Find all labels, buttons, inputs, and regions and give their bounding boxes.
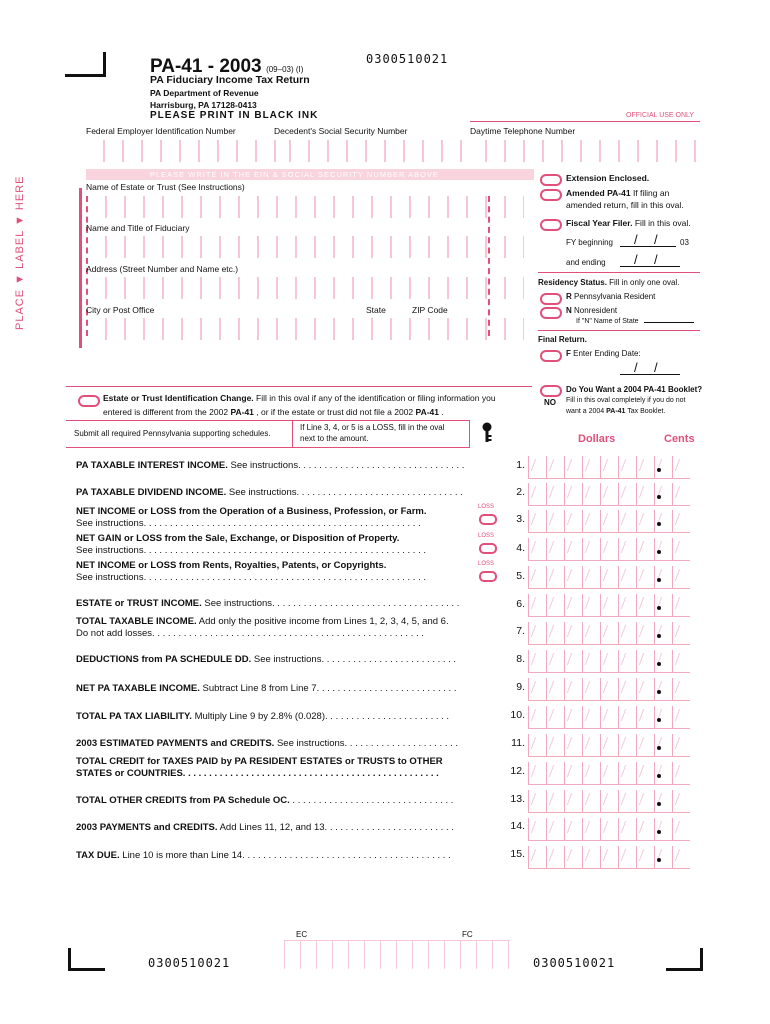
- id-change-line2-pre: entered is different from the 2002: [103, 407, 229, 417]
- resident-oval[interactable]: [540, 293, 562, 305]
- booklet-desc-1: Fill in this oval completely if you do not: [566, 397, 686, 404]
- line-9-number: 9.: [516, 681, 525, 693]
- line-11-amount-input[interactable]: [528, 734, 690, 757]
- ein-note-text: PLEASE WRITE IN THE EIN & SOCIAL SECURITY NUMBER ABOVE: [150, 170, 439, 179]
- fy-beginning-input[interactable]: / /: [620, 236, 676, 247]
- loss-note-2: next to the amount.: [300, 434, 369, 443]
- line-2-decimal-point: [657, 495, 661, 499]
- resident-letter: R: [566, 292, 572, 301]
- resident-text: Pennsylvania Resident: [574, 292, 656, 301]
- line-3-amount-input[interactable]: [528, 510, 690, 533]
- line-4-text-2: See instructions. . . . . . . . . . . . . . . . . . . . . . . . . . . . . . . . . . . . . . . . . . . . . . . . . . . . . .: [76, 545, 427, 556]
- line-6-number: 6.: [516, 598, 525, 610]
- place-label-side-text: PLACE ▼ LABEL ▼ HERE: [14, 175, 26, 330]
- line-3-text-2: See instructions. . . . . . . . . . . . . . . . . . . . . . . . . . . . . . . . . . . . . . . . . . . . . . . . . . . . .: [76, 518, 421, 529]
- line-7-rest: Add only the positive income from Lines 1, 2, 3, 4, 5, and 6.: [196, 616, 449, 627]
- line-7-number: 7.: [516, 625, 525, 637]
- line-13-text: [76, 795, 453, 807]
- line-1-text: [76, 460, 464, 472]
- line-14-number: 14.: [510, 820, 525, 832]
- fiscal-year-bold: Fiscal Year Filer.: [566, 218, 633, 228]
- state-label: State: [366, 305, 386, 315]
- line-6-decimal-point: [657, 606, 661, 610]
- line-15-text: [76, 850, 451, 862]
- ec-label: EC: [296, 930, 308, 939]
- fy-year: 03: [680, 238, 689, 247]
- line-12-text: [76, 756, 443, 780]
- line-8-rest: See instructions. . . . . . . . . . . . . . . . . . . . . . . . . .: [251, 654, 457, 665]
- id-change-oval[interactable]: [78, 395, 100, 407]
- id-change-text-2: [103, 407, 444, 417]
- zip-label: ZIP Code: [412, 305, 448, 315]
- line-2-rest: See instructions. . . . . . . . . . . . . . . . . . . . . . . . . . . . . . . .: [226, 487, 463, 498]
- final-return-label: Final Return.: [538, 335, 587, 344]
- line-8-number: 8.: [516, 653, 525, 665]
- ssn-input[interactable]: [272, 140, 462, 162]
- address-label: Address (Street Number and Name etc.): [86, 264, 239, 274]
- line-12-bold: TOTAL CREDIT for TAXES PAID by PA RESIDENT ESTATES or TRUSTS to OTHER: [76, 756, 443, 767]
- fy-ending-input[interactable]: / /: [620, 256, 680, 267]
- resident-label: [566, 292, 655, 301]
- line-5-decimal-point: [657, 578, 661, 582]
- department-name: PA Department of Revenue: [150, 88, 259, 98]
- line-11-bold: 2003 ESTIMATED PAYMENTS and CREDITS.: [76, 738, 275, 749]
- form-title-text: PA-41 - 2003: [150, 56, 262, 77]
- line-12-text-2: STATES or COUNTRIES. . . . . . . . . . . . . . . . . . . . . . . . . . . . . . . . . . . . . . . . . . . . . . . . .: [76, 768, 439, 779]
- line-10-decimal-point: [657, 718, 661, 722]
- line-12-number: 12.: [510, 765, 525, 777]
- line-6-rest: See instructions. . . . . . . . . . . . . . . . . . . . . . . . . . . . . . . . . . . .: [201, 598, 460, 609]
- extension-label: Extension Enclosed.: [566, 173, 650, 183]
- nonresident-label: [566, 306, 617, 315]
- line-1-decimal-point: [657, 468, 661, 472]
- line-5-amount-input[interactable]: [528, 566, 690, 589]
- line-8-decimal-point: [657, 662, 661, 666]
- line-3-bold: NET INCOME or LOSS from the Operation of a Business, Profession, or Farm.: [76, 506, 427, 517]
- line-3-loss-label: LOSS: [478, 504, 495, 510]
- line-1-bold: PA TAXABLE INTEREST INCOME.: [76, 460, 228, 471]
- amended-label-line2: amended return, fill in this oval.: [566, 200, 684, 210]
- line-9-bold: NET PA TAXABLE INCOME.: [76, 683, 200, 694]
- line-4-decimal-point: [657, 550, 661, 554]
- line-4-bold: NET GAIN or LOSS from the Sale, Exchange, or Disposition of Property.: [76, 533, 400, 544]
- line-10-rest: Multiply Line 9 by 2.8% (0.028). . . . . . . . . . . . . . . . . . . . . . . .: [191, 711, 450, 722]
- corner-mark-bottom-right: [666, 948, 703, 971]
- id-change-line2-end: .: [441, 407, 444, 417]
- line-6-bold: ESTATE or TRUST INCOME.: [76, 598, 202, 609]
- official-use-line: [470, 121, 700, 122]
- fiscal-year-rest: Fill in this oval.: [634, 218, 691, 228]
- fy-beginning-label: FY beginning: [566, 238, 613, 247]
- line-11-text: [76, 738, 458, 750]
- city-input[interactable]: [88, 318, 524, 340]
- city-label: City or Post Office: [86, 305, 155, 315]
- fein-label: Federal Employer Identification Number: [86, 126, 236, 136]
- line-4-loss-label: LOSS: [478, 533, 495, 539]
- booklet-desc-pre: want a 2004: [566, 408, 605, 415]
- nonresident-state-label: If "N" Name of State: [576, 318, 639, 325]
- line-13-amount-input[interactable]: [528, 790, 690, 813]
- line-3-number: 3.: [516, 513, 525, 525]
- final-return-option: [566, 349, 641, 358]
- line-14-bold: 2003 PAYMENTS and CREDITS.: [76, 822, 218, 833]
- booklet-desc-post: Tax Booklet.: [627, 408, 666, 415]
- nonresident-letter: N: [566, 306, 572, 315]
- booklet-oval[interactable]: [540, 385, 562, 397]
- dollars-header: Dollars: [578, 433, 616, 445]
- line-15-amount-input[interactable]: [528, 846, 690, 869]
- booklet-desc-2: [566, 408, 665, 415]
- line-7-text: [76, 616, 449, 640]
- line-12-decimal-point: [657, 774, 661, 778]
- barcode-number-top: 0300510021: [366, 52, 449, 66]
- line-4-loss-oval[interactable]: [479, 543, 497, 554]
- line-7-amount-input[interactable]: [528, 622, 690, 645]
- department-address: Harrisburg, PA 17128-0413: [150, 100, 257, 110]
- final-return-oval[interactable]: [540, 350, 562, 362]
- line-1-amount-input[interactable]: [528, 456, 690, 479]
- line-5-text: [76, 560, 426, 584]
- line-3-loss-oval[interactable]: [479, 514, 497, 525]
- line-10-text: [76, 711, 449, 723]
- line-2-number: 2.: [516, 486, 525, 498]
- line-10-amount-input[interactable]: [528, 706, 690, 729]
- final-return-date-input[interactable]: / /: [620, 364, 680, 375]
- estate-name-label: Name of Estate or Trust (See Instructions): [86, 182, 245, 192]
- form-subtitle: PA Fiduciary Income Tax Return: [150, 74, 310, 86]
- line-15-number: 15.: [510, 848, 525, 860]
- amended-label: [566, 188, 669, 198]
- line-10-bold: TOTAL PA TAX LIABILITY.: [76, 711, 192, 722]
- id-change-line2-bold2: PA-41: [415, 407, 439, 417]
- final-return-line: [538, 330, 700, 331]
- line-8-bold: DEDUCTIONS from PA SCHEDULE DD.: [76, 654, 252, 665]
- phone-label: Daytime Telephone Number: [470, 126, 576, 136]
- id-change-line2-bold1: PA-41: [230, 407, 254, 417]
- line-4-amount-input[interactable]: [528, 538, 690, 561]
- line-5-loss-oval[interactable]: [479, 571, 497, 582]
- line-6-amount-input[interactable]: [528, 594, 690, 617]
- line-11-rest: See instructions. . . . . . . . . . . . . . . . . . . . . .: [274, 738, 459, 749]
- line-2-text: [76, 487, 463, 499]
- line-3-text: [76, 506, 427, 530]
- line-2-amount-input[interactable]: [528, 483, 690, 506]
- line-5-loss-label: LOSS: [478, 561, 495, 567]
- fc-label: FC: [462, 930, 473, 939]
- residency-line: [538, 272, 700, 273]
- line-5-number: 5.: [516, 570, 525, 582]
- line-13-number: 13.: [510, 793, 525, 805]
- fiduciary-input[interactable]: [88, 236, 524, 258]
- corner-mark-bottom-left: [68, 948, 105, 971]
- line-12-amount-input[interactable]: [528, 762, 690, 785]
- line-8-text: [76, 654, 456, 666]
- fiscal-year-label: [566, 218, 691, 228]
- fiduciary-label: Name and Title of Fiduciary: [86, 223, 190, 233]
- id-change-text: [103, 393, 496, 403]
- line-15-decimal-point: [657, 858, 661, 862]
- booklet-title: Do You Want a 2004 PA-41 Booklet?: [566, 385, 703, 394]
- amended-oval[interactable]: [540, 189, 562, 201]
- fy-ending-label: and ending: [566, 258, 606, 267]
- line-11-number: 11.: [511, 737, 525, 749]
- line-7-bold: TOTAL TAXABLE INCOME.: [76, 616, 197, 627]
- line-9-amount-input[interactable]: [528, 678, 690, 701]
- line-13-rest: . . . . . . . . . . . . . . . . . . . . . . . . . . . . . . .: [289, 795, 454, 806]
- line-2-bold: PA TAXABLE DIVIDEND INCOME.: [76, 487, 227, 498]
- line-13-decimal-point: [657, 802, 661, 806]
- id-change-bold: Estate or Trust Identification Change.: [103, 393, 254, 403]
- fein-input[interactable]: [86, 140, 276, 162]
- line-4-text: [76, 533, 426, 557]
- key-icon: [481, 422, 495, 444]
- barcode-number-bottom-left: 0300510021: [148, 956, 231, 970]
- final-return-text: Enter Ending Date:: [573, 349, 641, 358]
- nonresident-oval[interactable]: [540, 307, 562, 319]
- line-7-decimal-point: [657, 634, 661, 638]
- address-input[interactable]: [88, 277, 524, 299]
- line-9-decimal-point: [657, 690, 661, 694]
- line-13-bold: TOTAL OTHER CREDITS from PA Schedule OC.: [76, 795, 290, 806]
- extension-oval[interactable]: [540, 174, 562, 186]
- ec-boxes[interactable]: [284, 940, 510, 969]
- booklet-desc-bold: PA-41: [606, 408, 626, 415]
- nonresident-state-field[interactable]: [576, 318, 694, 325]
- line-3-decimal-point: [657, 522, 661, 526]
- barcode-number-bottom-right: 0300510021: [533, 956, 616, 970]
- corner-mark-top-left: [65, 52, 106, 77]
- fiscal-year-oval[interactable]: [540, 219, 562, 231]
- residency-label: [538, 278, 679, 287]
- line-10-number: 10.: [510, 709, 525, 721]
- line-7-text-2: Do not add losses. . . . . . . . . . . . . . . . . . . . . . . . . . . . . . . . . . . . . . . . . . . . . . . . . . . .: [76, 628, 424, 639]
- line-9-rest: Subtract Line 8 from Line 7. . . . . . . . . . . . . . . . . . . . . . . . . . .: [199, 683, 457, 694]
- line-15-bold: TAX DUE.: [76, 850, 120, 861]
- line-1-number: 1.: [516, 459, 525, 471]
- ssn-label: Decedent's Social Security Number: [274, 126, 408, 136]
- estate-name-input[interactable]: [88, 196, 524, 218]
- line-14-amount-input[interactable]: [528, 818, 690, 841]
- line-5-bold: NET INCOME or LOSS from Rents, Royalties, Patents, or Copyrights.: [76, 560, 387, 571]
- cents-header: Cents: [664, 433, 695, 445]
- final-return-letter: F: [566, 349, 571, 358]
- amended-label-bold: Amended PA-41: [566, 188, 631, 198]
- official-use-label: OFFICIAL USE ONLY: [626, 112, 695, 119]
- amended-label-rest: If filing an: [632, 188, 670, 198]
- line-14-decimal-point: [657, 830, 661, 834]
- line-15-rest: Line 10 is more than Line 14. . . . . . . . . . . . . . . . . . . . . . . . . . . . . . . . . . . . . . . .: [119, 850, 451, 861]
- phone-input[interactable]: [468, 140, 700, 162]
- loss-note-1: If Line 3, 4, or 5 is a LOSS, fill in the oval: [300, 423, 445, 432]
- line-11-decimal-point: [657, 746, 661, 750]
- residency-bold: Residency Status.: [538, 278, 607, 287]
- nonresident-text: Nonresident: [574, 306, 618, 315]
- schedule-note: Submit all required Pennsylvania supporting schedules.: [74, 429, 271, 438]
- label-area-side-bar: [79, 188, 82, 348]
- booklet-no: NO: [544, 398, 556, 407]
- print-instruction: PLEASE PRINT IN BLACK INK: [150, 110, 319, 121]
- line-8-amount-input[interactable]: [528, 650, 690, 673]
- line-1-rest: See instructions. . . . . . . . . . . . . . . . . . . . . . . . . . . . . . . .: [227, 460, 465, 471]
- line-4-number: 4.: [516, 542, 525, 554]
- line-14-rest: Add Lines 11, 12, and 13. . . . . . . . . . . . . . . . . . . . . . . . .: [217, 822, 454, 833]
- line-9-text: [76, 683, 456, 695]
- id-change-line2-mid: , or if the estate or trust did not file a 2002: [256, 407, 414, 417]
- line-6-text: [76, 598, 459, 610]
- form-code: (09–03) (I): [266, 65, 304, 74]
- id-change-top-line: [66, 386, 532, 387]
- line-5-text-2: See instructions. . . . . . . . . . . . . . . . . . . . . . . . . . . . . . . . . . . . . . . . . . . . . . . . . . . . . .: [76, 572, 427, 583]
- id-change-rest: Fill in this oval if any of the identification or filing information you: [256, 393, 496, 403]
- line-14-text: [76, 822, 454, 834]
- residency-rest: Fill in only one oval.: [609, 278, 680, 287]
